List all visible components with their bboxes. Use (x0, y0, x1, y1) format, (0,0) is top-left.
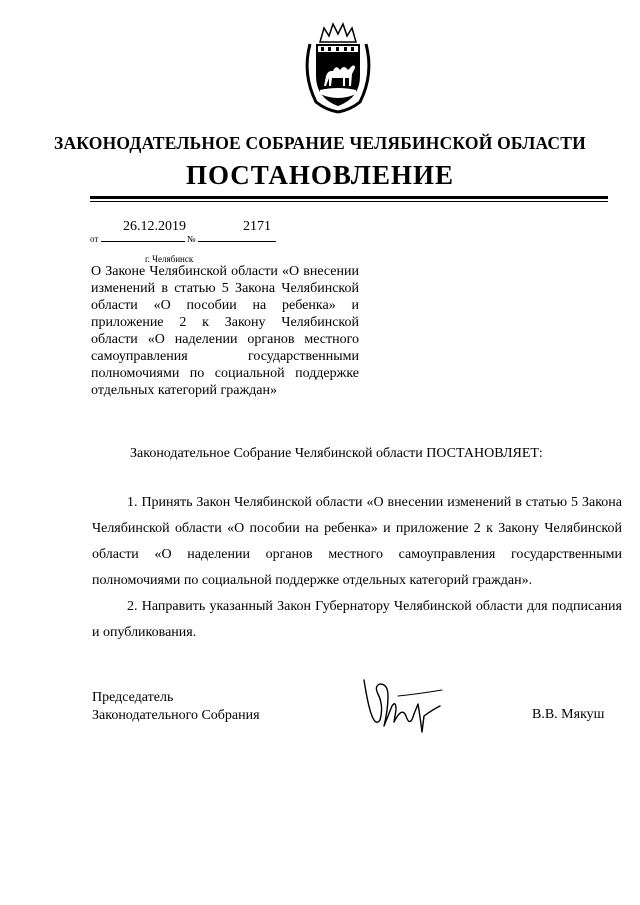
signer-name: В.В. Мякуш (532, 707, 605, 722)
signer-role-line: Председатель (92, 690, 174, 705)
document-subject: О Законе Челябинской области «О внесении изменений в статью 5 Закона Челябинской области «О пособии на ребенка» и приложение 2 к Закону Челябинской области «О наделении органов местного самоуправления государственными полномочиями по социальной поддержке отдельных категорий граждан» (91, 264, 359, 398)
date-prefix: от (90, 234, 99, 244)
organization-title: ЗАКОНОДАТЕЛЬНОЕ СОБРАНИЕ ЧЕЛЯБИНСКОЙ ОБЛАСТИ (54, 133, 586, 153)
city-label: г. Челябинск (145, 254, 194, 264)
chelyabinsk-coat-of-arms-icon (298, 14, 378, 114)
date-blank (101, 235, 185, 242)
header-rule-thin (90, 201, 608, 202)
preamble: Законодательное Собрание Челябинской области ПОСТАНОВЛЯЕТ: (130, 446, 543, 461)
document-date: 26.12.2019 (123, 219, 186, 234)
handwritten-signature-icon (358, 676, 450, 742)
resolution-items (92, 490, 622, 646)
resolution-item: 1. Принять Закон Челябинской области «О внесении изменений в статью 5 Закона Челябинской области «О пособии на ребенка» и приложение 2 к Закону Челябинской области «О наделении органов местного самоуправления государственными полномочиями по социальной поддержке отдельных категорий граждан». (92, 495, 622, 588)
number-prefix: № (186, 234, 196, 244)
header-rule-thick (90, 196, 608, 199)
signer-role (92, 689, 260, 725)
document-number: 2171 (243, 219, 271, 234)
resolution-item: 2. Направить указанный Закон Губернатору Челябинской области для подписания и опубликования. (92, 599, 622, 640)
document-type-title: ПОСТАНОВЛЕНИЕ (185, 160, 455, 190)
date-number-line (90, 234, 276, 244)
signer-role-line: Законодательного Собрания (92, 708, 260, 723)
number-blank (198, 235, 276, 242)
